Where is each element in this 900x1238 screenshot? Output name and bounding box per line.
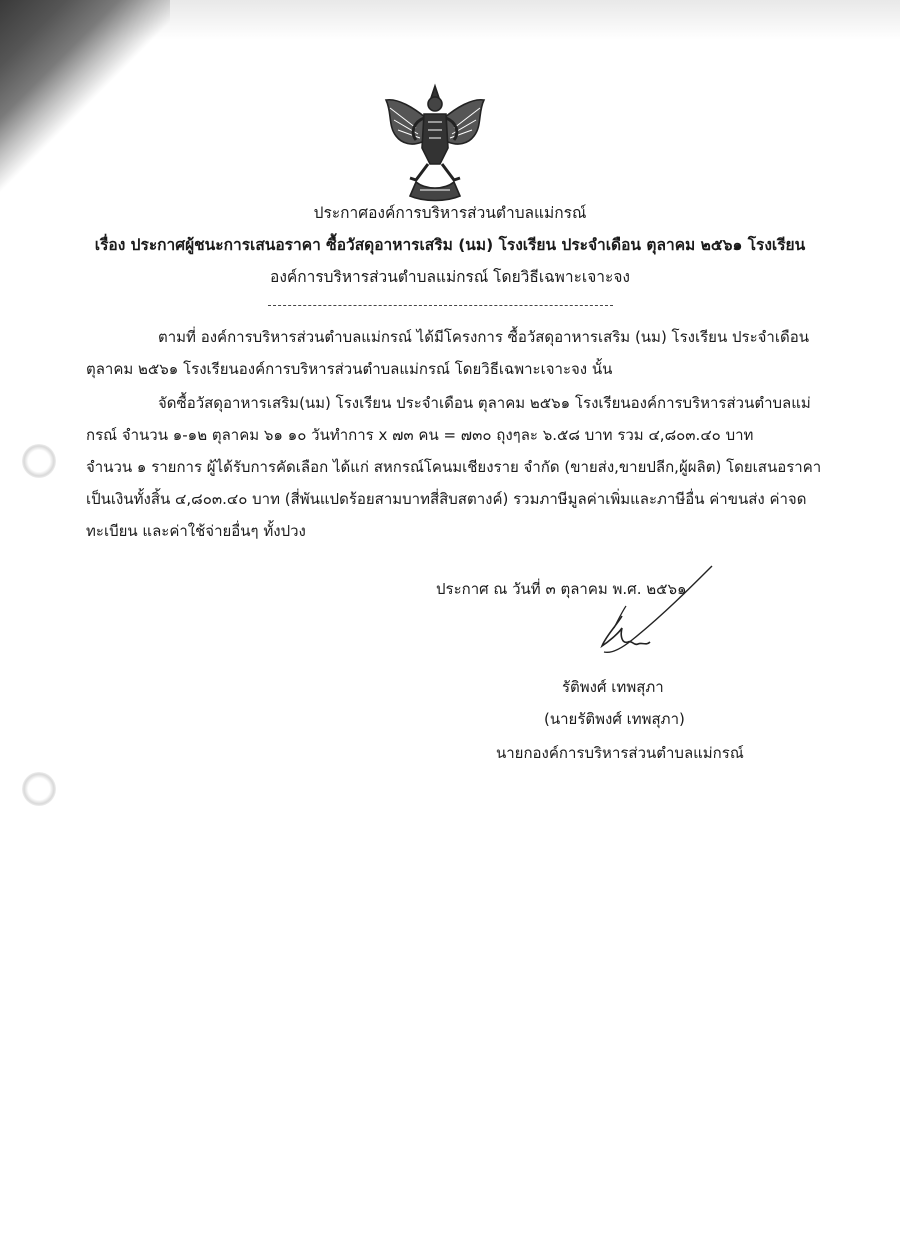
- signer-name-parenthetical: (นายรัติพงศ์ เทพสุภา): [544, 710, 685, 728]
- scan-shadow-corner: [0, 0, 170, 200]
- garuda-emblem-icon: [376, 78, 494, 204]
- subject-line-2: องค์การบริหารส่วนตำบลแม่กรณ์ โดยวิธีเฉพาะเจาะจง: [270, 268, 630, 286]
- punch-hole-bottom: [22, 772, 56, 806]
- body-line-6: เป็นเงินทั้งสิ้น ๔,๘๐๓.๔๐ บาท (สี่พันแปดร้อยสามบาทสี่สิบสตางค์) รวมภาษีมูลค่าเพิ่มและภาษีอื่น ค่าขนส่ง ค่าจด: [86, 490, 807, 508]
- body-line-2: ตุลาคม ๒๕๖๑ โรงเรียนองค์การบริหารส่วนตำบลแม่กรณ์ โดยวิธีเฉพาะเจาะจง นั้น: [86, 360, 613, 378]
- signer-position: นายกองค์การบริหารส่วนตำบลแม่กรณ์: [496, 744, 744, 762]
- body-line-5: จำนวน ๑ รายการ ผู้ได้รับการคัดเลือก ได้แก่ สหกรณ์โคนมเชียงราย จำกัด (ขายส่ง,ขายปลีก,ผู้ผลิต) โดยเสนอราคา: [86, 458, 822, 476]
- body-line-1: ตามที่ องค์การบริหารส่วนตำบลแม่กรณ์ ได้มีโครงการ ซื้อวัสดุอาหารเสริม (นม) โรงเรียน ประจำเดือน: [158, 328, 809, 346]
- body-line-4: กรณ์ จำนวน ๑-๑๒ ตุลาคม ๖๑ ๑๐ วันทำการ x ๗๓ คน = ๗๓๐ ถุงๆละ ๖.๕๘ บาท รวม ๔,๘๐๓.๔๐ บาท: [86, 426, 754, 444]
- subject-line-1: เรื่อง ประกาศผู้ชนะการเสนอราคา ซื้อวัสดุอาหารเสริม (นม) โรงเรียน ประจำเดือน ตุลาคม ๒๕๖๑ โรงเรียน: [94, 236, 806, 254]
- org-heading: ประกาศองค์การบริหารส่วนตำบลแม่กรณ์: [313, 204, 587, 222]
- signer-name: รัติพงศ์ เทพสุภา: [562, 678, 664, 696]
- announce-date: ประกาศ ณ วันที่ ๓ ตุลาคม พ.ศ. ๒๕๖๑: [436, 580, 687, 598]
- body-line-3: จัดซื้อวัสดุอาหารเสริม(นม) โรงเรียน ประจำเดือน ตุลาคม ๒๕๖๑ โรงเรียนองค์การบริหารส่วนตำบลแม่: [158, 394, 811, 412]
- handwritten-signature: [592, 562, 722, 662]
- punch-hole-top: [22, 444, 56, 478]
- body-line-7: ทะเบียน และค่าใช้จ่ายอื่นๆ ทั้งปวง: [86, 522, 306, 540]
- separator-rule: [268, 305, 613, 306]
